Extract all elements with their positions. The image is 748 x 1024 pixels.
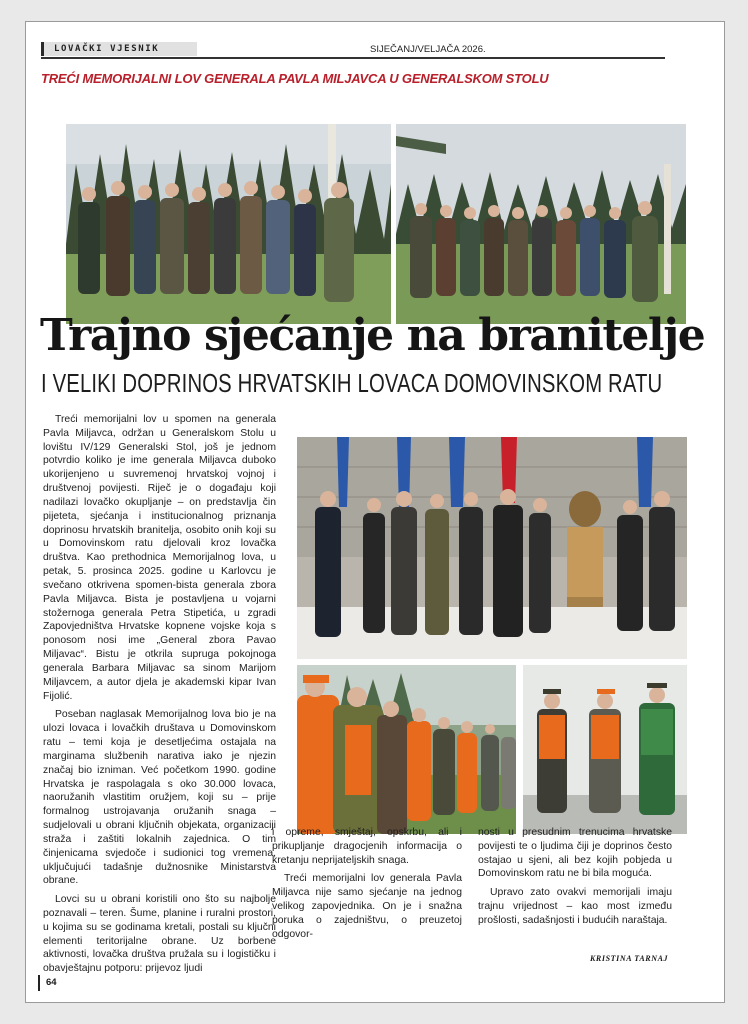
bust-ceremony-photo [297, 437, 687, 659]
body-column-left [43, 413, 276, 981]
body-paragraph-7: Upravo zato ovakvi memorijali imaju trajnu vrijednost – kao most između prošlosti, sadašnjosti i budućih naraštaja. [478, 887, 672, 926]
body-paragraph-1: Treći memorijalni lov u spomen na generala Pavla Miljavca, održan u Generalskom Stolu u lovištu IV/129 Generalski Stol, još je jednom potvrdio koliko je ime generala Miljavca duboko ukorijenjeno u suvremenoj hrvatskoj vojnoj i društvenoj povijesti. Riječ je o događaju koji nadilazi lovačko okupljanje – on predstavlja čin pijeteta, sjećanja i institucionalnog priznanja doprinosu hrvatskih branitelja, osobito onih koji su u Domovinskom ratu djelovali kroz lovačka društva. Kao prethodnica Memorijalnog lova, u petak, 5. prosinca 2025. godine u Karlovcu je svečano otkrivena spomen-bista generala zbora Pavla Miljavca. Bista je postavljena u vojarni stožernoga generala Petra Stipetića, u zgradi Zapovjedništva Hrvatske kopnene vojske koja s ponosom nosi ime „General zbora Pavao Miljavac“. Bistu je otkrila supruga pokojnoga generala Barbara Miljavac sa sinom Marijom Miljavcem, a autor djela je akademski kipar Ivan Fijolić. [43, 414, 276, 702]
header-rule [41, 57, 665, 59]
body-paragraph-6: nosti u presudnim trenucima hrvatske povijesti te o ljudima čiji je doprinos često ostajao u sjeni, ali bez kojih pobjeda u Domovinskom ratu ne bi bila moguća. [478, 827, 672, 880]
body-column-middle [272, 826, 462, 947]
subheadline: I VELIKI DOPRINOS HRVATSKIH LOVACA DOMOVINSKOM RATU [41, 368, 663, 398]
magazine-title-tab: LOVAČKI VJESNIK [41, 42, 197, 56]
page-number: 64 [46, 977, 57, 988]
hunters-line-photo [297, 665, 516, 834]
three-hunters-photo [523, 665, 687, 834]
body-paragraph-2: Poseban naglasak Memorijalnog lova bio je na ulozi lovaca i lovačkih društava u Domovinskom ratu – temi koja je desetljećima ostajala na marginama službenih narativa iako je njezin značaj bio izniman. Već početkom 1990. godine Hrvatska je raspolagala s oko 30.000 lovaca, naoružanih vlastitim oružjem, koji su – prije formalnog ustrojavanja oružanih snaga – sudjelovali u obrani ključnih objekata, organizaciji straža i zaštiti lokalnih zajednica. O tim činjenicama svjedoče i sudionici tog vremena, uključujući tadašnje dužnosnike Ministarstva obrane. [43, 709, 276, 887]
issue-date: SIJEČANJ/VELJAČA 2026. [370, 44, 486, 55]
body-paragraph-4: i opreme, smještaj, opskrbu, ali i prikupljanje dragocjenih informacija o kretanju neprijateljskih snaga. [272, 827, 462, 866]
author-byline: KRISTINA TARNAJ [590, 954, 669, 963]
article-kicker: TREĆI MEMORIJALNI LOV GENERALA PAVLA MILJAVCA U GENERALSKOM STOLU [41, 71, 549, 86]
group-photo-left [66, 124, 391, 324]
body-paragraph-3: Lovci su u obrani koristili ono što su najbolje poznavali – teren. Šume, planine i ruralni prostori, u kojima su se godinama kretali, postali su ključni elementi teritorijalne obrane. Uz borbene aktivnosti, lovačka društva pružala su i logističku i obavještajnu potporu: prijevoz ljudi [43, 894, 276, 975]
headline: Trajno sjećanje na branitelje [40, 310, 705, 361]
body-column-right [478, 826, 672, 933]
page-number-bar [38, 975, 40, 991]
group-photo-right [396, 124, 686, 324]
body-paragraph-5: Treći memorijalni lov generala Pavla Miljavca nije samo sjećanje na jednog velikog zapovjednika. On je i snažna poruka o zajedništvu, o preuzetoj odgovor- [272, 873, 462, 940]
